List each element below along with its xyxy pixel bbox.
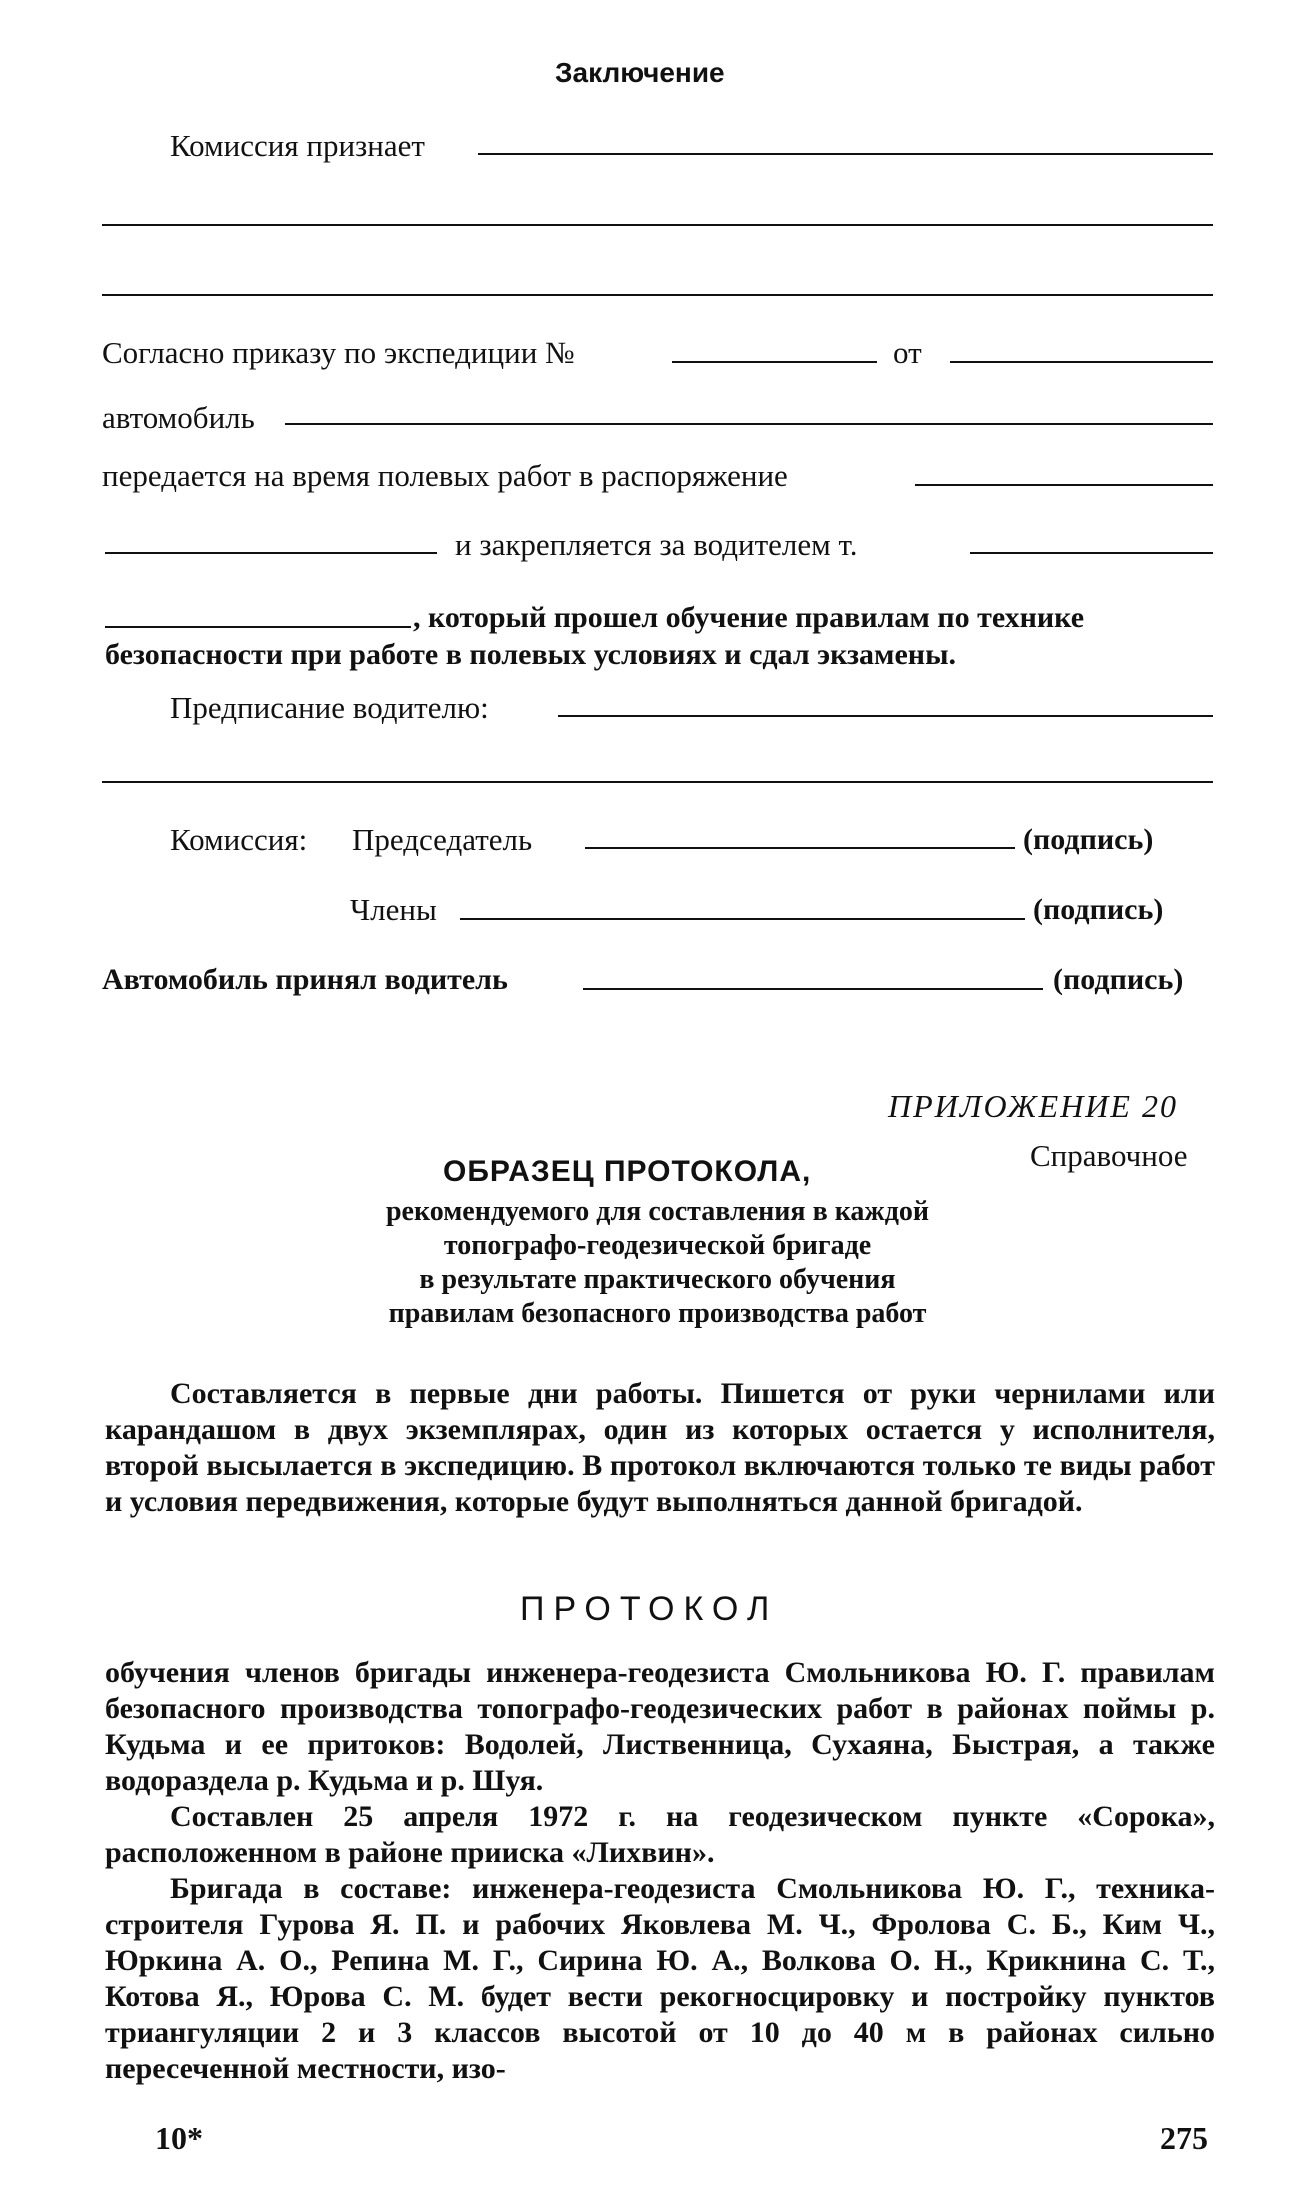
- driver-line[interactable]: [970, 552, 1213, 554]
- accepted-signature-label: (подпись): [1053, 963, 1184, 996]
- trained-label: , который прошел обучение правилам по технике: [413, 601, 1085, 634]
- protocol-heading: ПРОТОКОЛ: [520, 1590, 779, 1628]
- prescription-line[interactable]: [558, 715, 1213, 717]
- prescription-label: Предписание водителю:: [170, 690, 489, 725]
- subtitle-line: рекомендуемого для составления в каждой: [385, 1196, 930, 1227]
- commission-label: Комиссия:: [170, 822, 308, 857]
- protocol-body: [105, 1655, 1215, 2087]
- transferred-line[interactable]: [915, 484, 1213, 486]
- trained-cont-label: безопасности при работе в полевых условиях и сдал экзамены.: [105, 638, 957, 671]
- chairman-label: Председатель: [352, 822, 533, 857]
- order-number-line[interactable]: [672, 361, 877, 363]
- order-from-label: от: [893, 335, 922, 370]
- appendix-title: ОБРАЗЕЦ ПРОТОКОЛА,: [443, 1155, 812, 1188]
- conclusion-heading: Заключение: [555, 57, 725, 88]
- chairman-signature-label: (подпись): [1023, 823, 1154, 856]
- driver-name-line[interactable]: [105, 626, 411, 628]
- car-label: автомобиль: [102, 400, 255, 435]
- members-signature-line[interactable]: [460, 918, 1025, 920]
- intro-text: Составляется в первые дни работы. Пишется от руки чернилами или карандашом в двух экземплярах, один из которых остается у исполнителя, второй высылается в экспедицию. В протокол включаются только те виды работ и условия передвижения, которые будут выполняться данной бригадой.: [105, 1377, 1215, 1518]
- members-label: Члены: [350, 892, 437, 927]
- appendix-label: ПРИЛОЖЕНИЕ 20: [888, 1088, 1178, 1124]
- intro-paragraph: [105, 1376, 1215, 1520]
- assigned-label: и закрепляется за водителем т.: [455, 527, 858, 562]
- transferred-label: передается на время полевых работ в распоряжение: [102, 458, 788, 493]
- organization-line[interactable]: [105, 552, 437, 554]
- subtitle-line: в результате практического обучения: [419, 1264, 896, 1295]
- order-date-line[interactable]: [950, 361, 1213, 363]
- page-number: 275: [1160, 2120, 1208, 2156]
- accepted-label: Автомобиль принял водитель: [102, 963, 508, 996]
- order-label: Согласно приказу по экспедиции №: [102, 335, 575, 370]
- members-signature-label: (подпись): [1033, 893, 1164, 926]
- commission-recognizes-label: Комиссия признает: [170, 128, 425, 163]
- prescription-line-2[interactable]: [102, 781, 1213, 783]
- protocol-paragraph: обучения членов бригады инженера-геодезиста Смольникова Ю. Г. правилам безопасного производства топографо-геодезических работ в районах поймы р. Кудьма и ее притоков: Водолей, Лиственница, Сухаяна, Быстрая, а также водораздела р. Кудьма и р. Шуя.: [105, 1656, 1215, 1797]
- accepted-signature-line[interactable]: [583, 988, 1043, 990]
- commission-recognizes-line[interactable]: [478, 153, 1213, 155]
- protocol-paragraph: Составлен 25 апреля 1972 г. на геодезическом пункте «Сорока», расположенном в районе прииска «Лихвин».: [105, 1800, 1215, 1869]
- subtitle-line: правилам безопасного производства работ: [388, 1298, 927, 1329]
- blank-line-1[interactable]: [102, 224, 1213, 226]
- blank-line-2[interactable]: [102, 294, 1213, 296]
- subtitle-line: топографо-геодезической бригаде: [443, 1230, 872, 1261]
- appendix-subtitle: [290, 1195, 1025, 1331]
- car-line[interactable]: [285, 423, 1213, 425]
- appendix-type: Справочное: [1030, 1138, 1188, 1173]
- footer-left: 10*: [155, 2120, 203, 2156]
- chairman-signature-line[interactable]: [585, 847, 1015, 849]
- protocol-paragraph: Бригада в составе: инженера-геодезиста Смольникова Ю. Г., техника-строителя Гурова Я. П. и рабочих Яковлева М. Ч., Фролова С. Б., Ким Ч., Юркина А. О., Репина М. Г., Сирина Ю. А., Волкова О. Н., Крикнина С. Т., Котова Я., Юрова С. М. будет вести рекогносцировку и постройку пунктов триангуляции 2 и 3 классов высотой от 10 до 40 м в районах сильно пересеченной местности, изо-: [105, 1872, 1215, 2085]
